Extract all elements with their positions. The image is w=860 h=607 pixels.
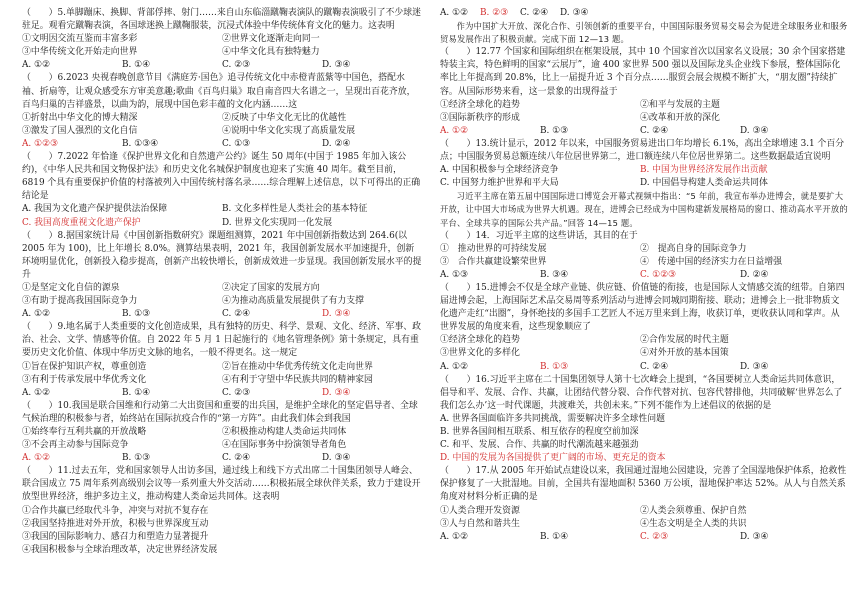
question-16-option-d: D. 中国的发展为各国提供了更广阔的市场、更充足的资本 xyxy=(440,453,666,464)
question-10-stem: （ ）10.我国是联合国维和行动第二大出资国和重要的出兵国，是维护全球化的坚定倡导者、全球气候治理的积极参与者，始终站在国际抗疫合作的“第一方阵”。由此我们体会到我国 xyxy=(22,400,418,424)
question-15-options: A. ①② B. ①③ C. ②④ D. ③④ xyxy=(440,361,769,372)
question-13-options-1: A. 中国积极参与全球经济竞争 B. 中国为世界经济发展作出贡献 xyxy=(440,165,768,176)
question-7-options-1: A. 我国为文化遗产保护提供法治保障 B. 文化多样性是人类社会的基本特征 xyxy=(22,204,368,215)
question-14-statements-1: ① 推动世界的可持续发展 ② 提高自身的国际竞争力 xyxy=(440,243,747,254)
question-10-options: A. ①② B. ①③ C. ②④ D. ③④ xyxy=(22,453,351,464)
question-13-stem: （ ）13.统计显示，2012 年以来，中国服务贸易进出口年均增长 6.1%，高出全球增速 3.1 个百分点；中国服务贸易总额连续八年位居世界第二，进口额连续八年位居世界第二。这些数据最适宜说明 xyxy=(440,138,845,163)
question-8-options: A. ①② B. ①③ C. ②④ D. ③④ xyxy=(22,309,351,320)
question-11-options: A. ①② B. ②③ C. ②④ D. ③④ xyxy=(440,8,589,18)
left-column xyxy=(22,0,422,557)
question-11-statement-4: ④我国积极参与全球治理改革，决定世界经济发展 xyxy=(22,544,218,555)
question-9-statements-2: ③有利于传承发展中华优秀文化 ④有利于守望中华民族共同的精神家园 xyxy=(22,374,373,385)
question-14-options: A. ①③ B. ③④ C. ①②③ D. ②④ xyxy=(440,269,769,280)
question-14-stem: （ ）14．习近平主席的这些讲话，其目的在于 xyxy=(440,230,638,241)
question-7-options-2: C. 我国高度重视文化遗产保护 D. 世界文化实现同一化发展 xyxy=(22,217,333,228)
question-17-statements-1: ①人类合理开发资源 ②人类会须尊重、保护自然 xyxy=(440,505,747,516)
question-5-options: A. ①② B. ①④ C. ②③ D. ③④ xyxy=(22,60,351,71)
question-8-stem: （ ）8.据国家统计局《中国创新指数研究》课题组测算，2021 年中国创新指数达到 264.6(以 2005 年为 100)，比上年增长 8.0%。测算结果表明，2021 年，我国创新发展水平加速提升，创新环境明显优化，创新投入稳步提高，创新产出较快增长，创新成效进一步显现。我国创新发展水平的提升 xyxy=(22,230,422,280)
question-11-statement-3: ③我国的国际影响力、感召力和塑造力显著提升 xyxy=(22,531,209,542)
question-17-stem: （ ）17.从 2005 年开始试点建设以来，我国通过湿地公园建设，完善了全国湿地保护体系，抢救性保护修复了一大批湿地。目前，全国共有湿地面积 5360 万公顷，湿地保护率达 52%。从人与自然关系角度对材料分析正确的是 xyxy=(440,466,847,503)
question-9-statements-1: ①旨在保护知识产权，尊重创造 ②旨在推动中华优秀传统文化走向世界 xyxy=(22,361,373,372)
question-12-stem: （ ）12.77 个国家和国际组织在框架设展，其中 10 个国家首次以国家名义设展；30 余个国家搭建特装主宾，特色鲜明的国家“云展厅”，逾 400 家世界 500 强以及国际龙头企业线下参展，整体国际化率比上年提高到 20.8%，比上一届提升近 3 个百分点……服贸会展会规模不断扩大，“朋友圈”持续扩容。从国际形势来看，这一景象的出现得益于 xyxy=(440,47,846,97)
question-11-statement-2: ②我国坚持推进对外开放，积极与世界深度互动 xyxy=(22,518,209,529)
question-14-statements-2: ③ 合作共赢建设繁荣世界 ④ 传递中国的经济实力在日益增强 xyxy=(440,256,782,267)
question-9-stem: （ ）9.地名属于人类重要的文化创造成果，具有独特的历史、科学、景观、文化、经济、军事、政治、社会、文学、情感等价值。自 2022 年 5 月 1 日起施行的《地名管理条例》第十条规定，具有重要历史文化价值、体现中华历史文脉的地名，一般不得更名。这一规定 xyxy=(22,322,421,359)
question-8-statements-2: ③有助于提高我国国际竞争力 ④为推动高质量发展提供了有力支撑 xyxy=(22,296,364,307)
question-6-stem: （ ）6.2023 央视春晚创意节目《满庭芳·国色》追寻传统文化中赤橙青蓝紫等中国色，搭配水袖、折扇等，让观众感受东方审美意趣;歌曲《百鸟归巢》取自南音四大名谱之一，呈现出百花齐放，百鸟归巢的吉祥盛景，以曲为韵，展现中国色彩丰蕴的文化内涵……这 xyxy=(22,73,416,110)
question-13-options-2: C. 中国努力维护世界和平大局 D. 中国倡导构建人类命运共同体 xyxy=(440,178,768,189)
question-6-statements-2: ③激发了国人强烈的文化自信 ④说明中华文化实现了高质量发展 xyxy=(22,125,356,136)
question-15-statements-1: ①经济全球化的趋势 ②合作发展的时代主题 xyxy=(440,335,729,346)
question-6-statements-1: ①折射出中华文化的博大精深 ②反映了中华文化无比的优越性 xyxy=(22,112,347,123)
question-15-statements-2: ③世界文化的多样化 ④对外开放的基本国策 xyxy=(440,348,729,359)
question-16-option-b: B. 世界各国间相互联系、相互依存的程度空前加深 xyxy=(440,427,639,437)
question-11-stem: （ ）11.过去五年，党和国家领导人出访多国，通过线上和线下方式出席二十国集团领导人峰会、联合国成立 75 周年系列高级别会议等一系列重大外交活动……积极拓展全球伙伴关系，致力于建设开放型世界经济，维护多边主义，推动构建人类命运共同体。这表明 xyxy=(22,466,421,503)
question-8-statements-1: ①是坚定文化自信的源泉 ②决定了国家的发展方向 xyxy=(22,282,320,293)
question-12-statements-2: ③国际新秩序的形成 ④改革和开放的深化 xyxy=(440,112,720,123)
question-16-stem: （ ）16.习近平主席在二十国集团领导人第十七次峰会上提到，“各国要树立人类命运共同体意识，倡导和平、发展、合作、共赢，让团结代替分裂、合作代替对抗、包容代替排他，共同破解‘世界怎么了 我们怎么办’这一时代课题，共渡难关，共创未来。”下列不能作为上述倡议的依据的是 xyxy=(440,374,843,411)
question-17-options: A. ①② B. ①④ C. ②③ D. ③④ xyxy=(440,531,769,542)
right-column xyxy=(440,0,848,544)
question-16-option-c: C. 和平、发展、合作、共赢的时代潮流越来越强劲 xyxy=(440,440,639,451)
question-5-statements-2: ③中华传统文化开始走向世界 ④中华文化具有独特魅力 xyxy=(22,47,320,58)
question-11-statement-1: ①合作共赢已经取代斗争，冲突与对抗不复存在 xyxy=(22,505,209,516)
question-9-options: A. ①② B. ①④ C. ②③ D. ③④ xyxy=(22,387,351,398)
question-10-statements-1: ①始终奉行互利共赢的开放战略 ②积极推动构建人类命运共同体 xyxy=(22,427,347,437)
question-5-stem: （ ）5.单脚蹦床、换脚、背部俘摔、射门……来自山东临淄蹴鞠表演队的蹴鞠表演吸引了不少球迷驻足。观看完蹴鞠表演，各国球迷换上蹴鞠服装，沉浸式体验中华传统体育文化的魅力。这表明 xyxy=(22,8,421,32)
question-10-statements-2: ③不会再主动参与国际竞争 ④在国际事务中扮演领导者角色 xyxy=(22,440,347,451)
question-5-statements-1: ①文明因交流互鉴而丰富多彩 ②世界文化逐渐走向同一 xyxy=(22,34,320,45)
question-14-intro: 习近平主席在第五届中国国际进口博览会开幕式视频中指出：“5 年前，我宣布举办进博会，就是要扩大开放，让中国大市场成为世界大机遇。现在，进博会已经成为中国构建新发展格局的窗口、推动高水平开放的平台、全球共享的国际公共产品。”回答 14—15 题。 xyxy=(440,191,848,228)
question-12-options: A. ①② B. ①③ C. ②④ D. ③④ xyxy=(440,125,769,136)
question-16-option-a: A. 世界各国面临许多共同挑战，需要解决许多全球性问题 xyxy=(440,413,666,424)
question-6-options: A. ①②③ B. ①③④ C. ①③ D. ②④ xyxy=(22,138,351,149)
question-7-stem: （ ）7.2022 年恰逢《保护世界文化和自然遗产公约》诞生 50 周年(中国于 1985 年加入该公约)，《中华人民共和国文物保护法》和历史文化名城保护制度也迎来了实施 40 周年。截至目前，6819 个具有重要保护价值的村落被列入中国传统村落名录……综合理解上述信息，以下可得出的正确结论是 xyxy=(22,152,421,202)
question-12-intro: 作为中国扩大开放、深化合作、引领创新的重要平台，中国国际服务贸易交易会为促进全球服务业和服务贸易发展作出了积极贡献。完成下面 12—13 题。 xyxy=(440,21,848,45)
question-17-statements-2: ③人与自然和谐共生 ④生态文明是全人类的共识 xyxy=(440,518,747,529)
question-12-statements-1: ①经济全球化的趋势 ②和平与发展的主题 xyxy=(440,99,720,110)
question-15-stem: （ ）15.进博会不仅是全球产业链、供应链、价值链的衔接，也是国际人文情感交流的纽带。自第四届进博会起，上海国际艺术品交易周等系列活动与进博会同城同期衔接、联动；进博会上一批非物质文化遗产走红“出圈”，身怀绝技的多国手工艺匠人不远万里来到上海，收获订单，更收获认同和掌声。从世界发展的角度来看，这些现象顺应了 xyxy=(440,282,845,333)
